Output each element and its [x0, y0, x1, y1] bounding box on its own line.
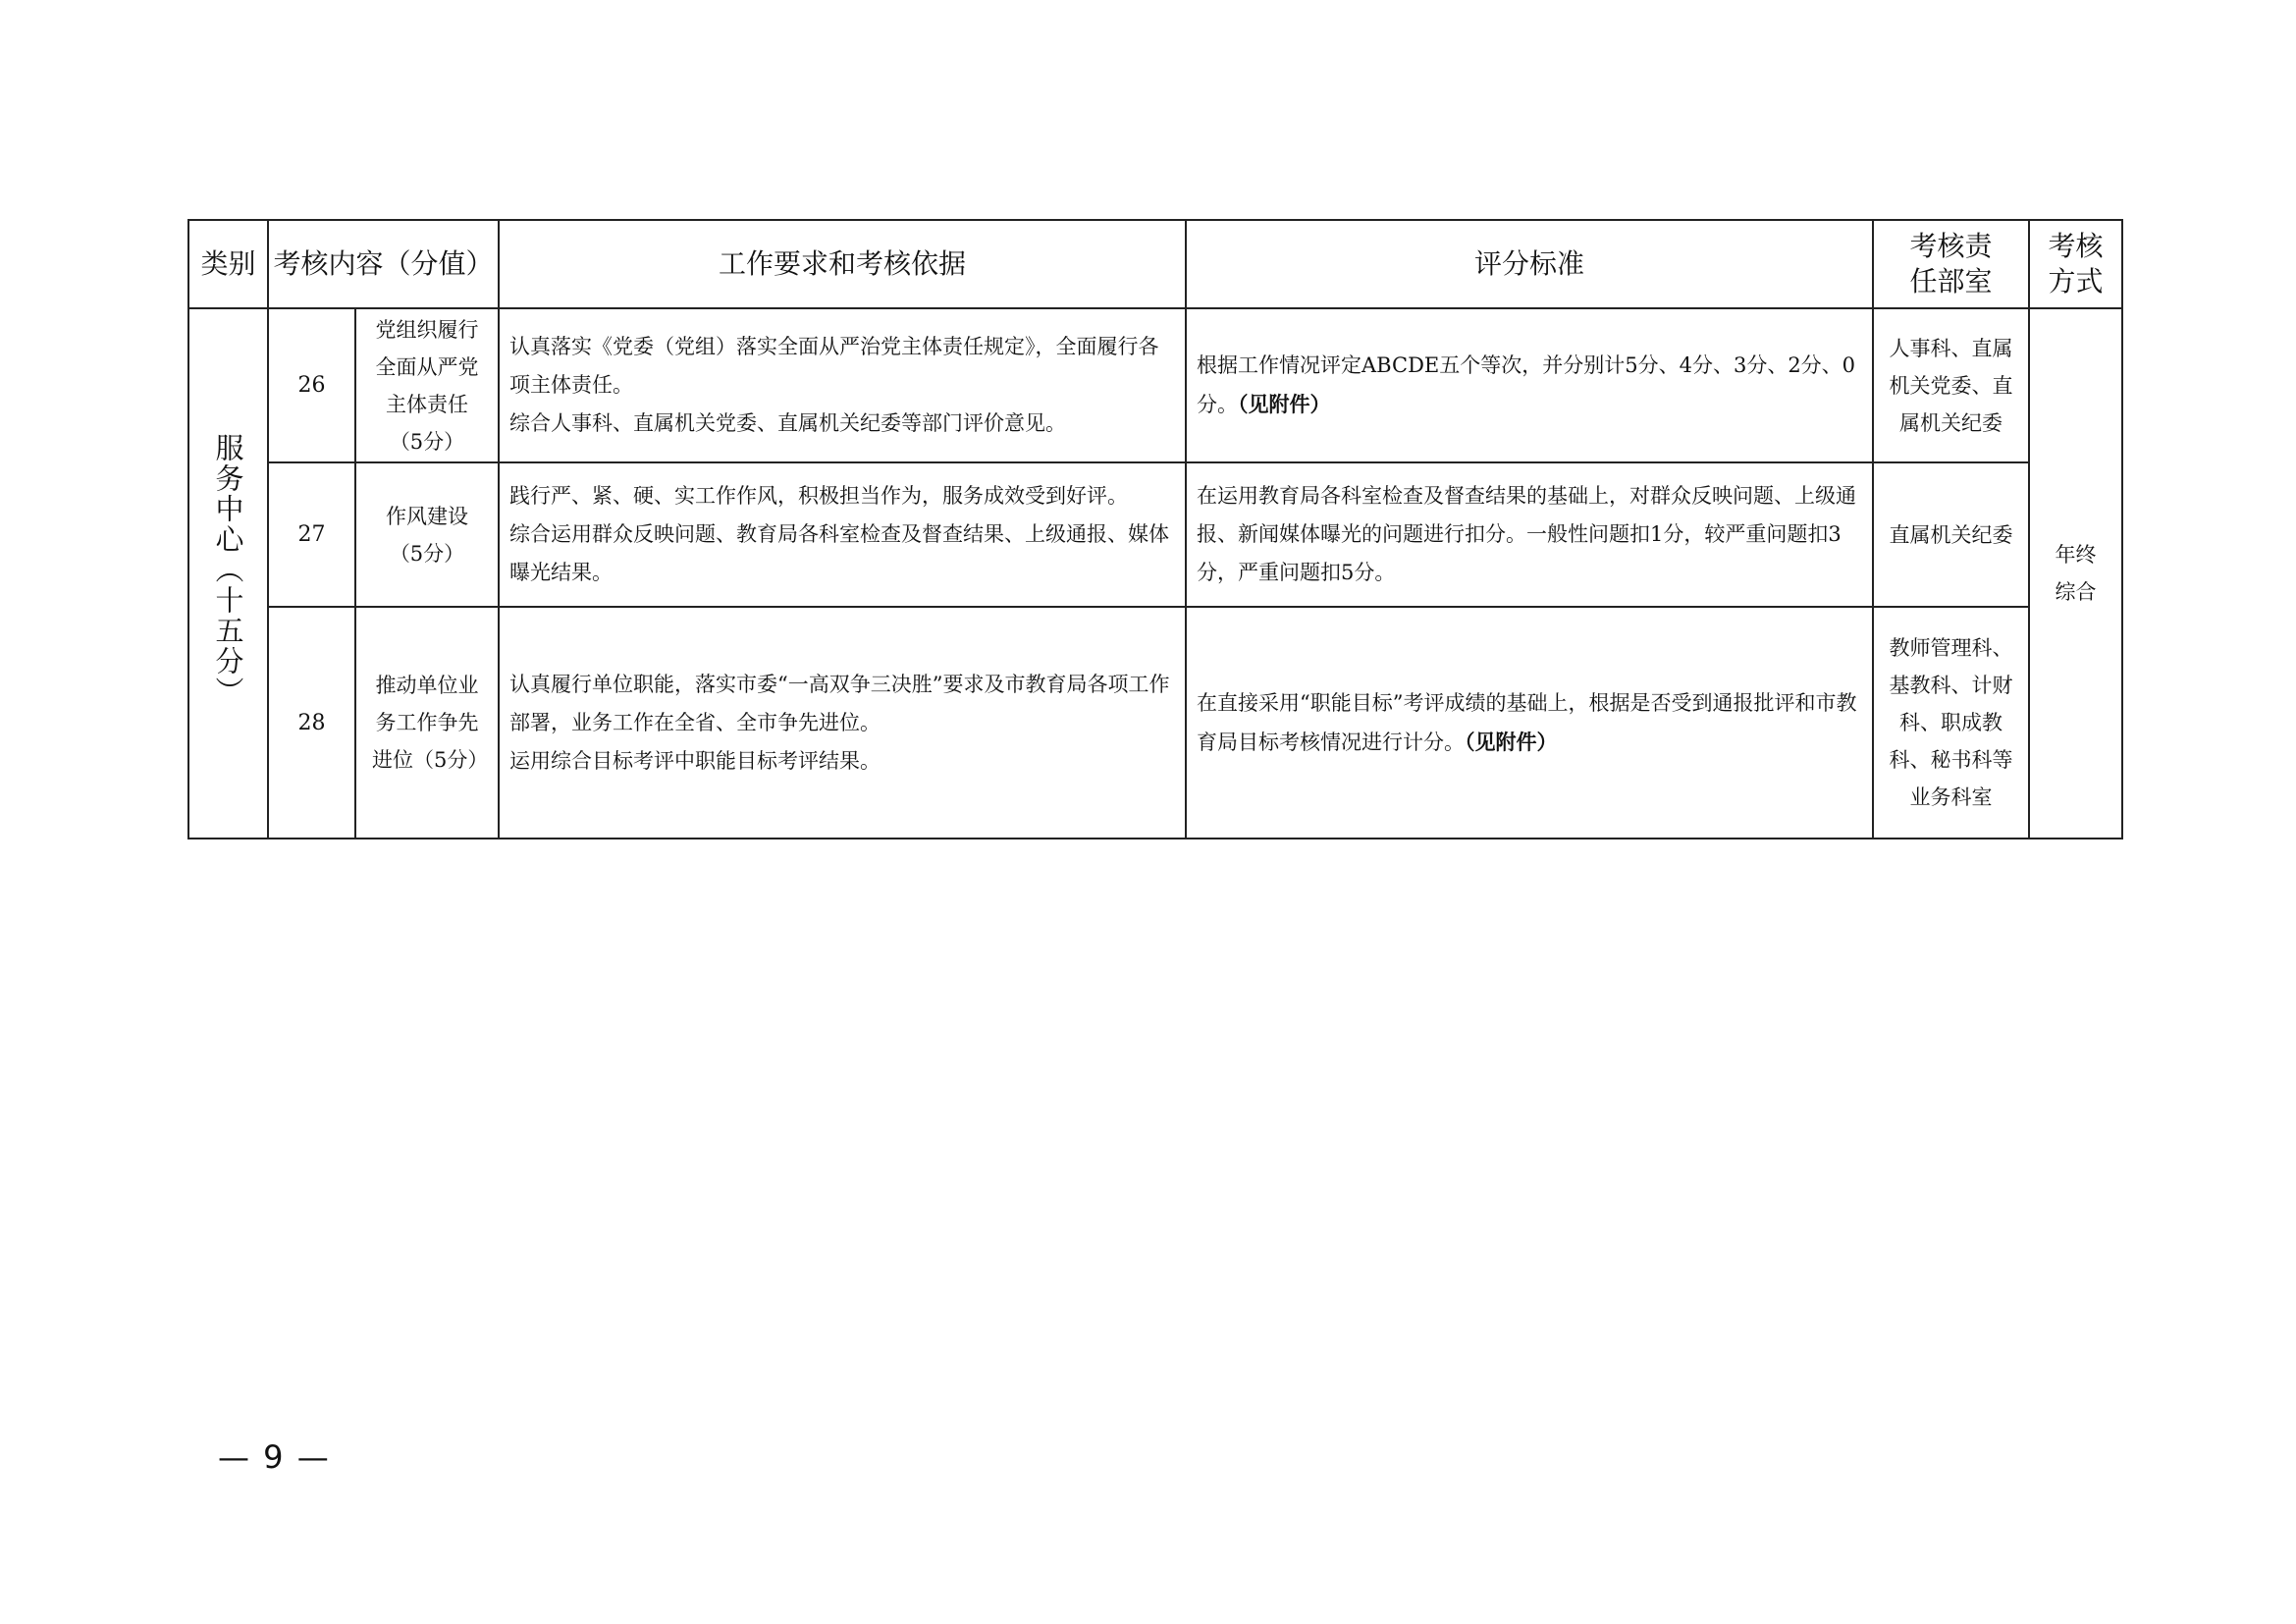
- requirement-line: 认真履行单位职能，落实市委“一高双争三决胜”要求及市教育局各项工作部署，业务工作在全省、全市争先进位。: [509, 672, 1170, 734]
- item-number: 27: [268, 462, 355, 607]
- department-cell: [1873, 308, 2029, 462]
- department-cell: [1873, 607, 2029, 839]
- header-department-text: 考核责任部室: [1909, 230, 1993, 298]
- requirement-cell: [499, 607, 1186, 839]
- header-department: [1873, 220, 2029, 308]
- item-name-text: 作风建设（5分）: [386, 504, 468, 566]
- item-name: [355, 607, 499, 839]
- item-name: [355, 308, 499, 462]
- standard-body: 在直接采用“职能目标”考评成绩的基础上，根据是否受到通报批评和市教育局目标考核情况进行计分。: [1197, 690, 1857, 754]
- standard-text: [1197, 347, 1866, 424]
- item-name-text: 推动单位业务工作争先进位（5分）: [372, 674, 489, 772]
- method-cell: [2029, 308, 2122, 839]
- department-cell: 直属机关纪委: [1873, 462, 2029, 607]
- page-number: — 9 —: [218, 1438, 331, 1476]
- method-text: 年终综合: [2055, 543, 2097, 604]
- see-attachment: （见附件）: [1238, 392, 1331, 416]
- standard-body: 根据工作情况评定ABCDE五个等次，并分别计5分、4分、3分、2分、0分。: [1197, 353, 1856, 416]
- standard-text: 在运用教育局各科室检查及督查结果的基础上，对群众反映问题、上级通报、新闻媒体曝光的问题进行扣分。一般性问题扣1分，较严重问题扣3分，严重问题扣5分。: [1197, 484, 1857, 584]
- table-row: [188, 462, 2122, 607]
- requirement-cell: [499, 308, 1186, 462]
- assessment-table: [187, 219, 2123, 839]
- header-category: 类别: [188, 220, 268, 308]
- requirement-cell: [499, 462, 1186, 607]
- table-row: [188, 607, 2122, 839]
- item-number: 26: [268, 308, 355, 462]
- header-method-text: 考核方式: [2048, 230, 2104, 298]
- header-standard: 评分标准: [1186, 220, 1873, 308]
- category-label: 服务中心（十五分）: [211, 433, 245, 707]
- item-name: [355, 462, 499, 607]
- header-row: [188, 220, 2122, 308]
- requirement-line: 运用综合目标考评中职能目标考评结果。: [509, 748, 881, 773]
- item-number: 28: [268, 607, 355, 839]
- header-requirement: 工作要求和考核依据: [499, 220, 1186, 308]
- category-cell: [188, 308, 268, 839]
- header-content: 考核内容（分值）: [268, 220, 499, 308]
- requirement-line: 践行严、紧、硬、实工作作风，积极担当作为，服务成效受到好评。: [509, 484, 1129, 508]
- see-attachment: （见附件）: [1465, 729, 1558, 754]
- department-text: 教师管理科、基教科、计财科、职成教科、秘书科等业务科室: [1889, 636, 2013, 809]
- requirement-line: 综合人事科、直属机关党委、直属机关纪委等部门评价意见。: [509, 411, 1067, 435]
- requirement-line: 综合运用群众反映问题、教育局各科室检查及督查结果、上级通报、媒体曝光结果。: [509, 522, 1170, 584]
- standard-cell: [1186, 607, 1873, 839]
- table-row: [188, 308, 2122, 462]
- standard-text: [1197, 684, 1866, 762]
- department-text: 人事科、直属机关党委、直属机关纪委: [1889, 336, 2013, 435]
- item-name-text: 党组织履行全面从严党主体责任（5分）: [375, 317, 479, 454]
- requirement-line: 认真落实《党委（党组）落实全面从严治党主体责任规定》，全面履行各项主体责任。: [509, 335, 1159, 397]
- header-method: [2029, 220, 2122, 308]
- standard-cell: [1186, 462, 1873, 607]
- standard-cell: [1186, 308, 1873, 462]
